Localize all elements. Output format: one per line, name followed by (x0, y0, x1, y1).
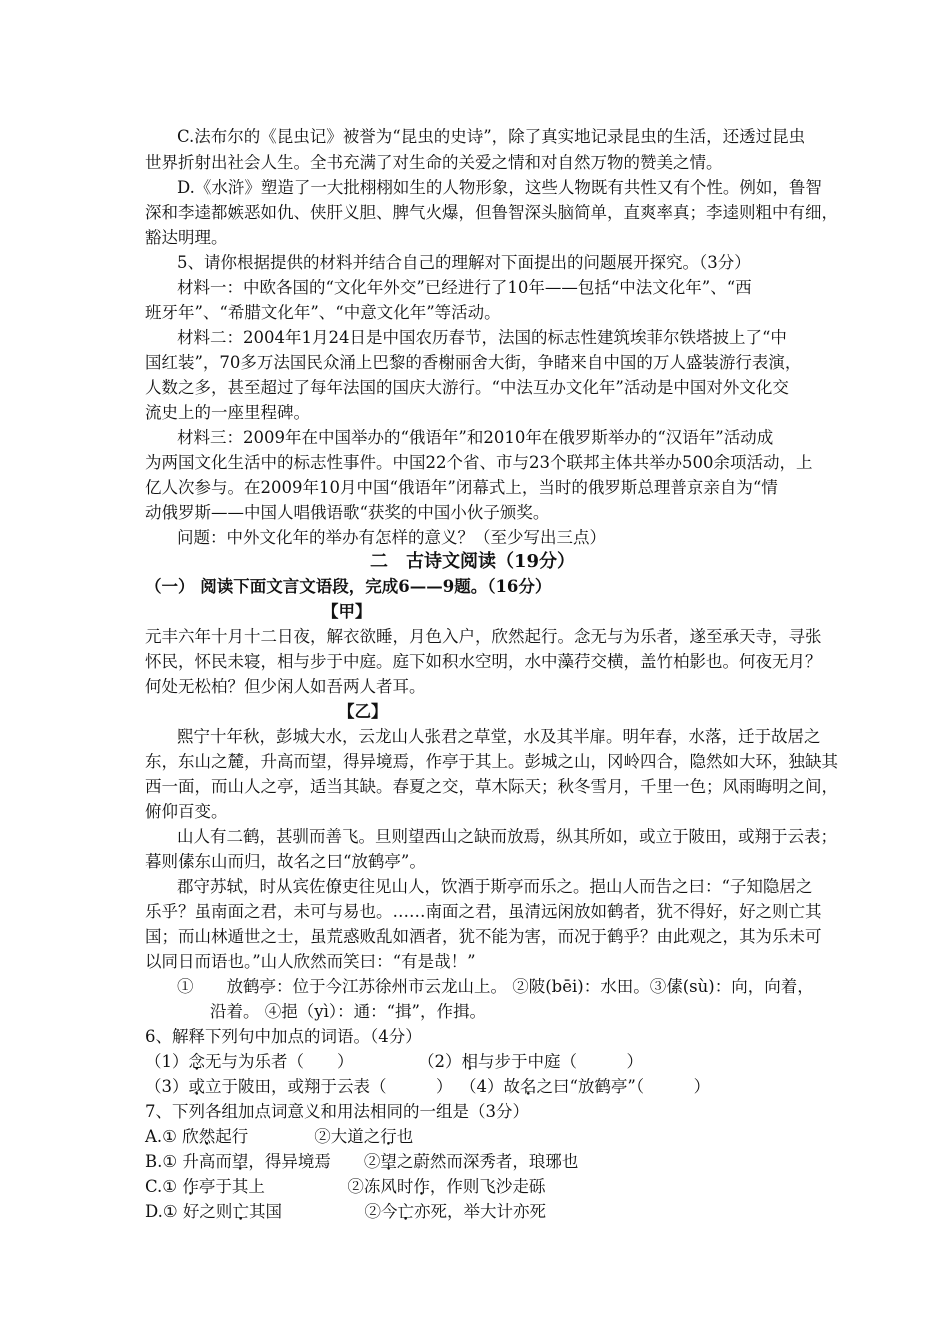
q6-item-text: （4）故 (460, 1077, 520, 1096)
text-line: 亿人次参与。在2009年10月中国“俄语年”闭幕式上，当时的俄罗斯总理普京亲自为“情 (145, 478, 778, 497)
question-6: 6、解释下列句中加点的词语。（4分） (145, 1027, 422, 1046)
q7-option-d (145, 1200, 546, 1224)
option-text: 其国 ②今 (248, 1202, 398, 1221)
footnote-line: 沿着。 ④挹（yì）：通：“揖”，作揖。 (210, 1002, 486, 1021)
option-text: D.① 好之则 (145, 1202, 233, 1221)
q6-item-text: （1） (145, 1052, 189, 1071)
dotted-character: 作 (413, 1177, 430, 1196)
material-2: 材料二：2004年1月24日是中国农历春节，法国的标志性建筑埃菲尔铁塔披上了“中 (177, 328, 787, 347)
option-text: ，得异境焉 ② (248, 1152, 381, 1171)
passage-line: 以同日而语也。”山人欣然而笑曰：“有是哉！” (145, 952, 476, 971)
option-text: 亭于其上 ②冻风时 (198, 1177, 414, 1196)
subsection-title: （一） 阅读下面文言文语段，完成6——9题。（16分） (145, 577, 552, 596)
dotted-character: 行 (380, 1127, 397, 1146)
text-line: 为两国文化生活中的标志性事件。中国22个省、市与23个联邦主体共举办500余项活动，上 (145, 453, 813, 472)
passage-line: 元丰六年十月十二日夜，解衣欲睡，月色入户，欣然起行。念无与为乐者，遂至承天寺，寻张 (145, 627, 822, 646)
material-1: 材料一：中欧各国的“文化年外交”已经进行了10年——包括“中法文化年”、“西 (177, 278, 752, 297)
q7-option-c (145, 1175, 545, 1199)
text-line: D.《水浒》塑造了一大批栩栩如生的人物形象，这些人物既有共性又有个性。例如，鲁智 (177, 178, 822, 197)
q6-item-text: （3） (145, 1077, 189, 1096)
dotted-character: 亡 (232, 1202, 249, 1221)
text-line: 动俄罗斯——中国人唱俄语歌“获奖的中国小伙子颁奖。 (145, 503, 550, 522)
q6-item-text: （2） (418, 1052, 462, 1071)
option-text: 亦死，举大计亦死 (413, 1202, 546, 1221)
dotted-character: 然 (198, 1127, 216, 1146)
option-text: B.① 升高而 (145, 1152, 232, 1171)
footnote-line: ① 放鹤亭：位于今江苏徐州市云龙山上。 ②陂(bēi)：水田。③傃(sù)：向，向着， (177, 977, 814, 996)
dotted-character: 作 (182, 1177, 199, 1196)
passage-label-yi: 【乙】 (338, 702, 388, 721)
passage-line: 熙宁十年秋，彭城大水，云龙山人张君之草堂，水及其半扉。明年春，水落，迁于故居之 (177, 727, 821, 746)
option-text: ，作则飞沙走砾 (429, 1177, 546, 1196)
question-prompt: 问题：中外文化年的举办有怎样的意义？（至少写出三点） (177, 528, 606, 547)
text-line: 深和李逵都嫉恶如仇、侠肝义胆、脾气火爆，但鲁智深头脑简单，直爽率真；李逵则粗中有细， (145, 203, 838, 222)
passage-line: 西一面，而山人之亭，适当其缺。春夏之交，草木际天；秋冬雪月，千里一色；风雨晦明之间， (145, 777, 838, 796)
material-3: 材料三：2009年在中国举办的“俄语年”和2010年在俄罗斯举办的“汉语年”活动成 (177, 428, 774, 447)
dotted-character: 望 (380, 1152, 397, 1171)
dotted-character: 念 (188, 1052, 205, 1071)
text-line: 人数之多，甚至超过了每年法国的国庆大游行。“中法互办文化年”活动是中国对外文化交 (145, 378, 789, 397)
text-line: 流史上的一座里程碑。 (145, 403, 310, 422)
q6-item-1 (145, 1050, 354, 1074)
text-line: C.法布尔的《昆虫记》被誉为“昆虫的史诗”，除了真实地记录昆虫的生活，还透过昆虫 (177, 127, 806, 146)
q6-item-text: 无与为乐者（ ） (205, 1052, 354, 1071)
passage-line: 怀民，怀民未寝，相与步于中庭。庭下如积水空明，水中藻荇交横，盖竹柏影也。何夜无月？ (145, 652, 822, 671)
q6-item-text: 与步于中庭（ ） (478, 1052, 643, 1071)
option-text: 之蔚然而深秀者，琅琊也 (396, 1152, 579, 1171)
passage-line: 郡守苏轼，时从宾佐僚吏往见山人，饮酒于斯亭而乐之。挹山人而告之曰：“子知隐居之 (177, 877, 813, 896)
passage-line: 何处无松柏？但少闲人如吾两人者耳。 (145, 677, 426, 696)
q6-item-text: 立于陂田，或翔于云表（ ） (205, 1077, 453, 1096)
passage-line: 俯仰百变。 (145, 802, 228, 821)
passage-line: 乐乎？虽南面之君，未可与易也。……南面之君，虽清远闲放如鹤者，犹不得好，好之则亡其 (145, 902, 822, 921)
text-line: 班牙年”、“希腊文化年”、“中意文化年”等活动。 (145, 303, 501, 322)
passage-line: 东，东山之麓，升高而望，得异境焉，作亭于其上。彭城之山，冈岭四合，隐然如大环，独缺其 (145, 752, 838, 771)
question-5: 5、请你根据提供的材料并结合自己的理解对下面提出的问题展开探究。（3分） (177, 253, 751, 272)
passage-label-jia: 【甲】 (322, 602, 372, 621)
dotted-character: 名 (520, 1077, 537, 1096)
option-text: A.① 欣 (145, 1127, 199, 1146)
dotted-character: 望 (231, 1152, 249, 1171)
dotted-character: 或 (188, 1077, 205, 1096)
dotted-character: 亡 (397, 1202, 414, 1221)
q6-item-text: 之曰“放鹤亭”（ ） (536, 1077, 711, 1096)
text-line: 国红装”，70多万法国民众涌上巴黎的香榭丽舍大街，争睹来自中国的万人盛装游行表演， (145, 353, 802, 372)
dotted-character: 相 (461, 1052, 478, 1071)
option-text: C.① (145, 1177, 183, 1196)
q7-option-a (145, 1125, 413, 1149)
option-text: 也 (396, 1127, 414, 1146)
text-line: 世界折射出社会人生。全书充满了对生命的关爱之情和对自然万物的赞美之情。 (145, 153, 723, 172)
passage-line: 山人有二鹤，甚驯而善飞。旦则望西山之缺而放焉，纵其所如，或立于陂田，或翔于云表； (177, 827, 837, 846)
q7-option-b (145, 1150, 578, 1174)
option-text: 起行 ②大道之 (215, 1127, 381, 1146)
question-7: 7、下列各组加点词意义和用法相同的一组是（3分） (145, 1102, 529, 1121)
section-title: 二 古诗文阅读（19分） (370, 551, 576, 572)
q6-item-4 (460, 1075, 710, 1099)
passage-line: 国；而山林遁世之士，虽荒惑败乱如酒者，犹不能为害，而况于鹤乎？由此观之，其为乐未可 (145, 927, 822, 946)
passage-line: 暮则傃东山而归，故名之曰“放鹤亭”。 (145, 852, 426, 871)
q6-item-3 (145, 1075, 453, 1099)
text-line: 豁达明理。 (145, 228, 228, 247)
q6-item-2 (418, 1050, 643, 1074)
